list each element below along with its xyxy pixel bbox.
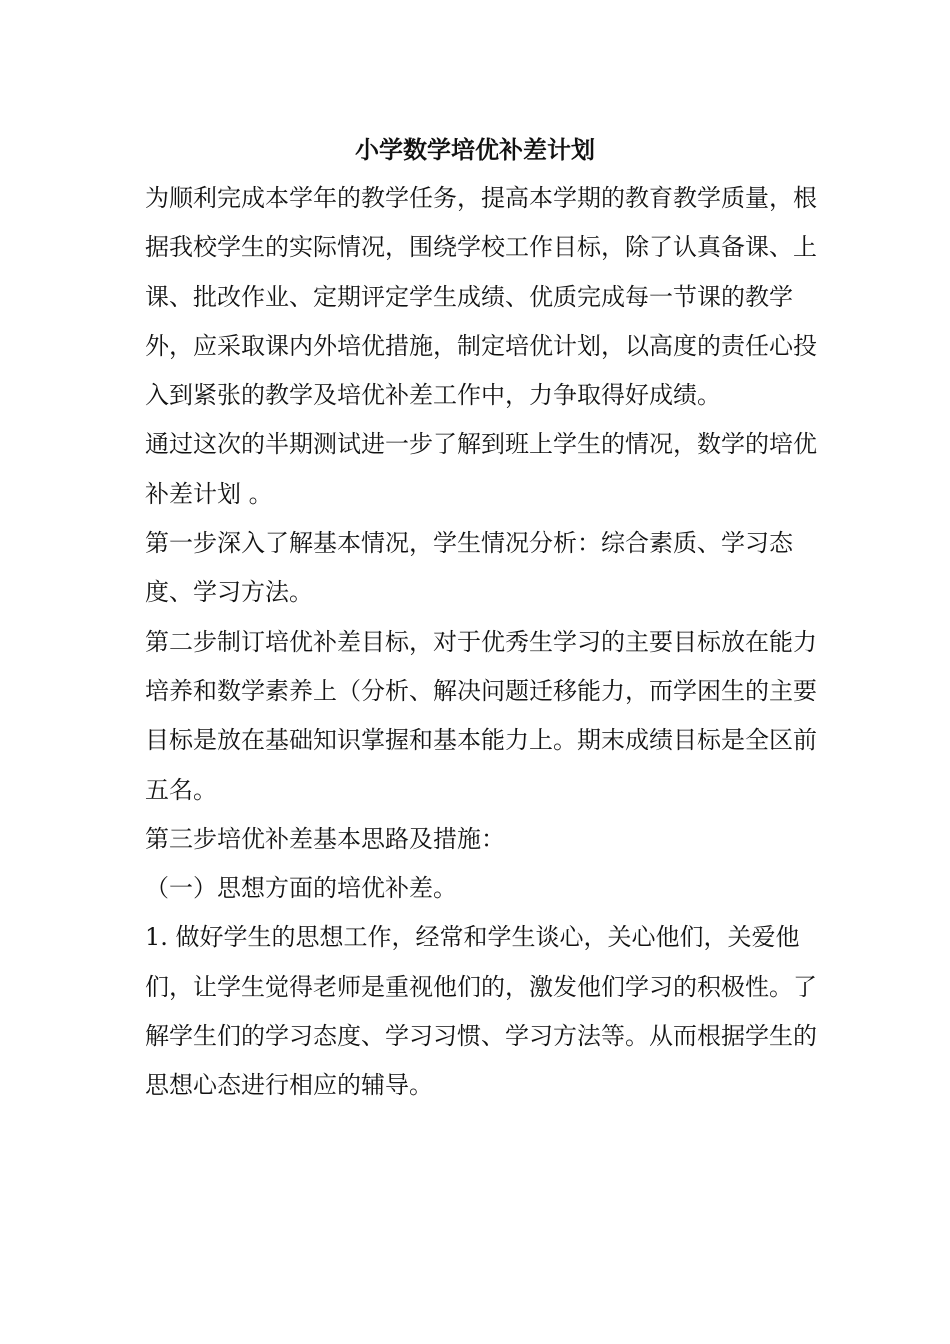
section-heading-thought: （一）思想方面的培优补差。 xyxy=(145,874,457,903)
paragraph-intro: 为顺利完成本学年的教学任务，提高本学期的教育教学质量，根据我校学生的实际情况，围绕学校工作目标，除了认真备课、上课、批改作业、定期评定学生成绩、优质完成每一节课的教学外，应采取课内外培优措施，制定培优计划，以高度的责任心投入到紧张的教学及培优补差工作中，力争取得好成绩。 xyxy=(145,184,817,410)
document-body xyxy=(145,174,825,1111)
paragraph-step-one: 第一步深入了解基本情况，学生情况分析：综合素质、学习态度、学习方法。 xyxy=(145,529,793,607)
paragraph-step-two: 第二步制订培优补差目标，对于优秀生学习的主要目标放在能力培养和数学素养上（分析、解决问题迁移能力，而学困生的主要目标是放在基础知识掌握和基本能力上。期末成绩目标是全区前五名。 xyxy=(145,627,817,804)
paragraph-step-three: 第三步培优补差基本思路及措施： xyxy=(145,824,505,853)
paragraph-midterm: 通过这次的半期测试进一步了解到班上学生的情况，数学的培优补差计划 。 xyxy=(145,430,817,508)
document-title: 小学数学培优补差计划 xyxy=(355,135,595,164)
paragraph-item-one: 1. 做好学生的思想工作，经常和学生谈心，关心他们，关爱他们，让学生觉得老师是重视他们的，激发他们学习的积极性。了解学生们的学习态度、学习习惯、学习方法等。从而根据学生的思想心态进行相应的辅导。 xyxy=(145,923,817,1100)
